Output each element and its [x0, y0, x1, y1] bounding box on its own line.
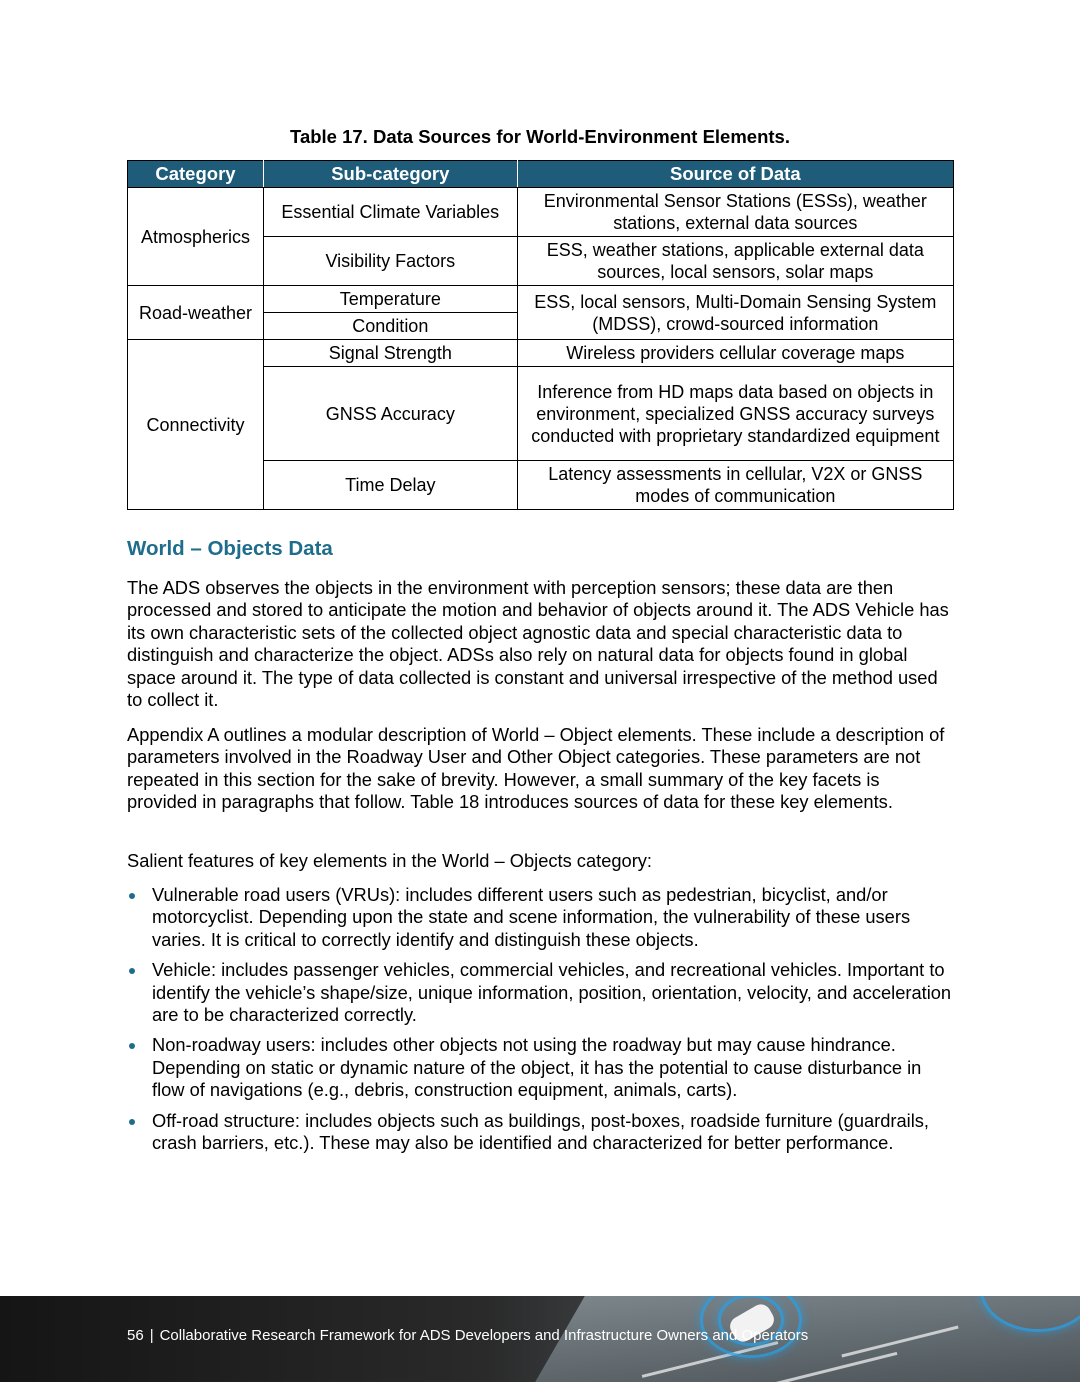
- table-header-row: [128, 161, 954, 188]
- paragraph-1: The ADS observes the objects in the environment with perception sensors; these data are then processed and stored to anticipate the motion and behavior of objects around it. The ADS Vehicle has its own characteristic sets of the collected object agnostic data and special characteristic data to distinguish and characterize the object. ADSs also rely on natural data for objects found in global space around it. The type of data collected is constant and universal irrespective of the method used to collect it.: [127, 577, 949, 711]
- sub-category-cell: Signal Strength: [263, 340, 517, 367]
- sub-category-cell: Time Delay: [263, 461, 517, 510]
- list-item: [127, 1034, 953, 1101]
- sub-category-cell: Visibility Factors: [263, 237, 517, 286]
- category-cell: Road-weather: [128, 286, 264, 340]
- table-row: [128, 188, 954, 237]
- source-cell: Inference from HD maps data based on objects in environment, specialized GNSS accuracy surveys conducted with proprietary standardized equipment: [517, 367, 953, 461]
- source-cell: Environmental Sensor Stations (ESSs), weather stations, external data sources: [517, 188, 953, 237]
- source-cell: Wireless providers cellular coverage maps: [517, 340, 953, 367]
- sub-category-cell: Temperature: [263, 286, 517, 313]
- section-heading: World – Objects Data: [127, 537, 333, 560]
- bullet-icon: [129, 1119, 135, 1125]
- table-caption: Table 17. Data Sources for World-Environment Elements.: [290, 126, 790, 147]
- list-item: [127, 884, 953, 951]
- source-cell: Latency assessments in cellular, V2X or GNSS modes of communication: [517, 461, 953, 510]
- paragraph-2: Appendix A outlines a modular description of World – Object elements. These include a description of parameters involved in the Roadway User and Other Object categories. These parameters are not repeated in this section for the sake of brevity. However, a small summary of the key facets is provided in paragraphs that follow. Table 18 introduces sources of data for these key elements.: [127, 724, 945, 813]
- header-sub-category: Sub-category: [263, 161, 517, 188]
- bullet-icon: [129, 1043, 135, 1049]
- table-row: [128, 286, 954, 313]
- paragraph-3: Salient features of key elements in the World – Objects category:: [127, 850, 653, 871]
- sub-category-cell: Condition: [263, 313, 517, 340]
- source-cell: ESS, local sensors, Multi-Domain Sensing System (MDSS), crowd-sourced information: [517, 286, 953, 340]
- sub-category-cell: GNSS Accuracy: [263, 367, 517, 461]
- bullet-icon: [129, 893, 135, 899]
- source-cell: ESS, weather stations, applicable external data sources, local sensors, solar maps: [517, 237, 953, 286]
- list-item-text: Vehicle: includes passenger vehicles, commercial vehicles, and recreational vehicles. Important to identify the vehicle’s shape/size, unique information, position, orientation, velocity, and acceleration are to be characterized correctly.: [152, 959, 952, 1026]
- page-number: 56: [127, 1327, 144, 1344]
- list-item-text: Non-roadway users: includes other objects not using the roadway but may cause hindrance. Depending on static or dynamic nature of the object, it has the potential to cause disturbance in flow of navigations (e.g., debris, construction equipment, animals, carts).: [152, 1034, 922, 1101]
- footer-separator: |: [149, 1327, 154, 1344]
- header-category: Category: [128, 161, 264, 188]
- table-row: [128, 340, 954, 367]
- bullet-icon: [129, 968, 135, 974]
- category-cell: Atmospherics: [128, 188, 264, 286]
- header-source-of-data: Source of Data: [517, 161, 953, 188]
- list-item-text: Off-road structure: includes objects such as buildings, post-boxes, roadside furniture (guardrails, crash barriers, etc.). These may also be identified and characterized for better performance.: [152, 1109, 930, 1154]
- list-item-text: Vulnerable road users (VRUs): includes different users such as pedestrian, bicyclist, and/or motorcyclist. Depending upon the state and scene information, the vulnerability of these users varies. It is critical to correctly identify and distinguish these objects.: [152, 884, 911, 950]
- category-cell: Connectivity: [128, 340, 264, 510]
- list-item: [127, 1110, 953, 1155]
- list-item: [127, 959, 953, 1026]
- sub-category-cell: Essential Climate Variables: [263, 188, 517, 237]
- bullet-list: [127, 884, 953, 1162]
- data-sources-table: [127, 160, 954, 510]
- footer-text: [127, 1327, 808, 1344]
- footer-title: Collaborative Research Framework for ADS Developers and Infrastructure Owners and Operators: [159, 1327, 809, 1344]
